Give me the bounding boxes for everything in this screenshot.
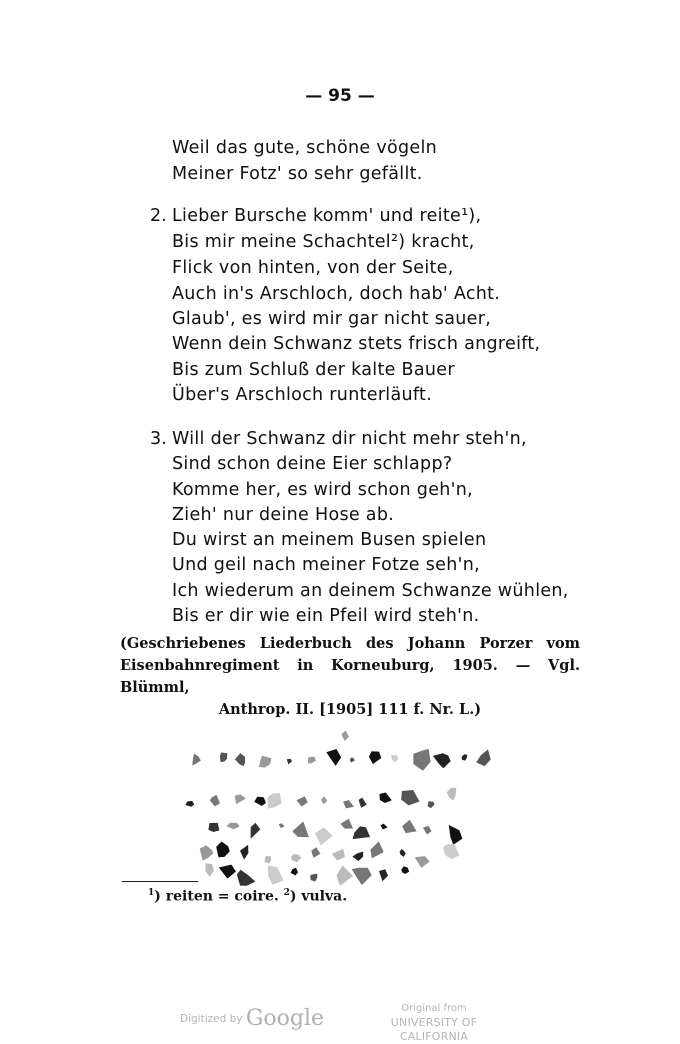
blot-fragment xyxy=(311,847,320,857)
verse-line: Auch in's Arschloch, doch hab' Acht. xyxy=(172,284,501,304)
blot-fragment xyxy=(332,849,345,861)
blot-fragment xyxy=(220,753,227,763)
stanza-number: 2. xyxy=(150,206,167,226)
blot-fragment xyxy=(219,865,236,879)
blot-fragment xyxy=(297,796,308,806)
blot-fragment xyxy=(216,842,230,858)
blot-fragment xyxy=(265,856,272,863)
university-label: UNIVERSITY OF CALIFORNIA xyxy=(390,1016,478,1043)
verse-line: Über's Arschloch runterläuft. xyxy=(172,385,433,405)
blot-fragment xyxy=(413,749,430,771)
blot-fragment xyxy=(200,845,214,860)
verse-line: Glaub', es wird mir gar nicht sauer, xyxy=(172,309,492,329)
verse-line: Bis er dir wie ein Pfeil wird steh'n. xyxy=(172,606,480,626)
blot-fragment xyxy=(401,790,419,805)
footnote xyxy=(148,888,347,905)
blot-fragment xyxy=(423,826,432,835)
google-logo: Google xyxy=(245,1006,325,1031)
blot-fragment xyxy=(279,823,285,828)
verse-line: Du wirst an meinem Busen spielen xyxy=(172,530,487,550)
blot-fragment xyxy=(341,731,349,741)
blot-fragment xyxy=(292,822,309,838)
blot-fragment xyxy=(210,795,220,807)
blot-fragment xyxy=(476,749,490,766)
verse-line: Komme her, es wird schon geh'n, xyxy=(172,480,474,500)
blot-fragment xyxy=(268,865,284,885)
blot-fragment xyxy=(321,796,327,804)
blot-fragment xyxy=(235,794,246,804)
blot-fragment xyxy=(259,756,272,768)
blot-fragment xyxy=(352,852,363,862)
blot-fragment xyxy=(185,801,194,807)
blot-fragment xyxy=(352,868,372,885)
footnote-text: ) vulva. xyxy=(289,888,348,905)
blot-fragment xyxy=(336,866,353,886)
original-from-watermark xyxy=(366,1002,502,1044)
blot-fragment xyxy=(208,823,219,832)
blot-fragment xyxy=(350,758,355,763)
verse-line: Meiner Fotz' so sehr gefällt. xyxy=(172,164,423,184)
footnote-marker: 2 xyxy=(283,888,290,898)
blot-fragment xyxy=(369,751,381,764)
blot-fragment xyxy=(237,870,256,886)
verse-line: Bis mir meine Schachtel²) kracht, xyxy=(172,232,475,252)
verse-line: Lieber Bursche komm' und reite¹), xyxy=(172,206,482,226)
blot-fragment xyxy=(308,757,316,764)
verse-line: Sind schon deine Eier schlapp? xyxy=(172,454,453,474)
blot-fragment xyxy=(381,824,388,830)
blot-fragment xyxy=(443,844,459,859)
original-from-label: Original from xyxy=(401,1003,467,1014)
blot-fragment xyxy=(401,866,409,874)
blot-fragment xyxy=(402,820,417,834)
digitized-label: Digitized by xyxy=(180,1013,243,1025)
verse-line: Und geil nach meiner Fotze seh'n, xyxy=(172,555,480,575)
blot-fragment xyxy=(427,801,434,808)
blot-fragment xyxy=(447,788,457,801)
blot-fragment xyxy=(291,868,299,876)
page-number: — 95 — xyxy=(305,86,375,106)
blot-fragment xyxy=(433,753,451,768)
verse-line: Bis zum Schluß der kalte Bauer xyxy=(172,360,455,380)
blot-fragment xyxy=(205,863,213,876)
blot-fragment xyxy=(353,826,370,839)
blot-fragment xyxy=(254,797,266,806)
blot-fragment xyxy=(235,753,245,766)
blot-fragment xyxy=(391,755,398,763)
blot-fragment xyxy=(341,819,354,829)
blot-fragment xyxy=(449,825,463,845)
source-line: Anthrop. II. [1905] 111 f. Nr. L.) xyxy=(218,701,482,718)
footnote-text: ) reiten = coire. xyxy=(154,888,284,905)
footnote-rule xyxy=(122,881,198,882)
blot-fragment xyxy=(192,754,201,766)
blot-fragment xyxy=(343,800,354,808)
blot-fragment xyxy=(415,856,430,868)
blot-fragment xyxy=(227,823,240,830)
verse-line: Zieh' nur deine Hose ab. xyxy=(172,505,395,525)
blot-fragment xyxy=(268,793,282,809)
blot-fragment xyxy=(359,798,367,808)
blot-fragment xyxy=(462,754,468,760)
blot-fragment xyxy=(310,874,317,882)
verse-line: Ich wiederum an deinem Schwanze wühlen, xyxy=(172,581,569,601)
blot-fragment xyxy=(291,854,301,863)
blot-fragment xyxy=(287,759,292,765)
verse-line: Flick von hinten, von der Seite, xyxy=(172,258,454,278)
verse-line: Wenn dein Schwanz stets frisch angreift, xyxy=(172,334,541,354)
source-line: Eisenbahnregiment in Korneuburg, 1905. — Vgl. Blümml, xyxy=(120,657,580,696)
blot-fragment xyxy=(326,749,341,766)
blot-fragment xyxy=(380,793,392,804)
blot-fragment xyxy=(251,823,261,839)
redaction-blot xyxy=(160,715,500,890)
source-line: (Geschriebenes Liederbuch des Johann Porzer vom xyxy=(120,635,580,652)
stanza-number: 3. xyxy=(150,429,167,449)
verse-line: Weil das gute, schöne vögeln xyxy=(172,138,438,158)
blot-fragment xyxy=(400,849,406,857)
footnote-marker: 1 xyxy=(148,888,155,898)
blot-fragment xyxy=(240,845,248,860)
digitized-by-watermark xyxy=(180,1006,324,1031)
verse-line: Will der Schwanz dir nicht mehr steh'n, xyxy=(172,429,527,449)
blot-fragment xyxy=(379,869,388,881)
blot-fragment xyxy=(315,827,333,845)
source-citation xyxy=(120,633,580,721)
blot-fragment xyxy=(370,841,383,858)
